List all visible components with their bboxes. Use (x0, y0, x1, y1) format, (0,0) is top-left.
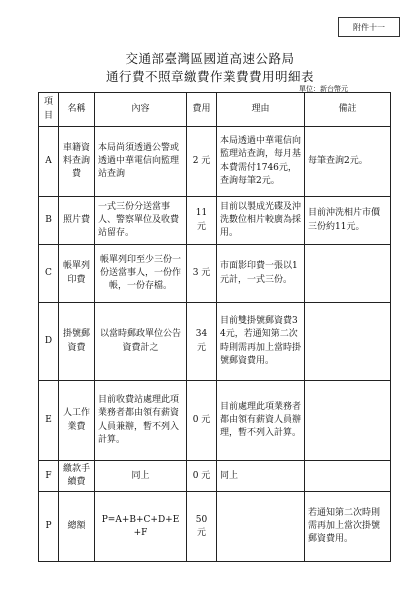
row-item: F (39, 461, 59, 492)
row-item: A (39, 127, 59, 197)
row-name: 帳單列印費 (59, 245, 95, 303)
row-reason (217, 492, 305, 562)
table-row-d (39, 303, 391, 381)
row-note (305, 461, 391, 492)
row-fee: 0 元 (187, 381, 217, 461)
row-fee: 2 元 (187, 127, 217, 197)
row-note (305, 303, 391, 381)
header-item: 項目 (39, 93, 59, 127)
header-reason: 理由 (217, 93, 305, 127)
page-title: 交通部臺灣區國道高速公路局 (125, 51, 295, 66)
table-header-row (39, 93, 391, 127)
row-reason: 市面影印費一張以1元計，一式三份。 (217, 245, 305, 303)
row-name: 人工作業費 (59, 381, 95, 461)
table-row-c (39, 245, 391, 303)
row-content: 同上 (95, 461, 187, 492)
row-item: E (39, 381, 59, 461)
row-name: 照片費 (59, 197, 95, 245)
row-content: P=A+B+C+D+E+F (95, 492, 187, 562)
page-subtitle: 通行費不照章繳費作業費費用明細表 (105, 69, 314, 84)
row-item: P (39, 492, 59, 562)
row-reason: 同上 (217, 461, 305, 492)
row-reason: 本局透過中華電信向監理站查詢，每月基本費需付1746元，查詢每筆2元。 (217, 127, 305, 197)
row-note: 目前沖洗相片市價三份約11元。 (305, 197, 391, 245)
row-note (305, 381, 391, 461)
header-name: 名稱 (59, 93, 95, 127)
table-row-e (39, 381, 391, 461)
row-reason: 目前雙掛號郵資費34元，若通知第二次時則需再加上當時掛號郵資費用。 (217, 303, 305, 381)
row-note (305, 245, 391, 303)
row-name: 掛號郵資費 (59, 303, 95, 381)
row-fee: 11 元 (187, 197, 217, 245)
row-content: 本局尚須透過公警或透過中華電信向監理站查詢 (95, 127, 187, 197)
row-content: 目前收費站處理此項業務者都由領有薪資人員兼辦，暫不列入計算。 (95, 381, 187, 461)
row-item: C (39, 245, 59, 303)
header-fee: 費用 (187, 93, 217, 127)
row-fee: 3 元 (187, 245, 217, 303)
row-note: 若通知第二次時則需再加上當次掛號郵資費用。 (305, 492, 391, 562)
row-content: 帳單列印至少三份一份送當事人，一份作帳，一份存檔。 (95, 245, 187, 303)
row-name: 總額 (59, 492, 95, 562)
row-content: 以當時郵政單位公告資費計之 (95, 303, 187, 381)
header-content: 內容 (95, 93, 187, 127)
row-fee: 50 元 (187, 492, 217, 562)
table-row-f (39, 461, 391, 492)
table-row-a (39, 127, 391, 197)
row-item: D (39, 303, 59, 381)
row-reason: 目前處理此項業務者都由領有薪資人員辦理，暫不列入計算。 (217, 381, 305, 461)
header-note: 備註 (305, 93, 391, 127)
fee-table (38, 92, 391, 562)
table-row-p (39, 492, 391, 562)
row-note: 每筆查詢2元。 (305, 127, 391, 197)
row-name: 車籍資料查詢費 (59, 127, 95, 197)
row-name: 繳款手續費 (59, 461, 95, 492)
row-fee: 34 元 (187, 303, 217, 381)
row-item: B (39, 197, 59, 245)
row-reason: 目前以製成光碟及沖洗數位相片較廣為採用。 (217, 197, 305, 245)
attachment-label: 附件十一 (338, 17, 400, 37)
currency-unit: 單位：新台幣元 (299, 85, 348, 93)
table-row-b (39, 197, 391, 245)
row-fee: 0 元 (187, 461, 217, 492)
row-content: 一式三份分送當事人、警察單位及收費站留存。 (95, 197, 187, 245)
